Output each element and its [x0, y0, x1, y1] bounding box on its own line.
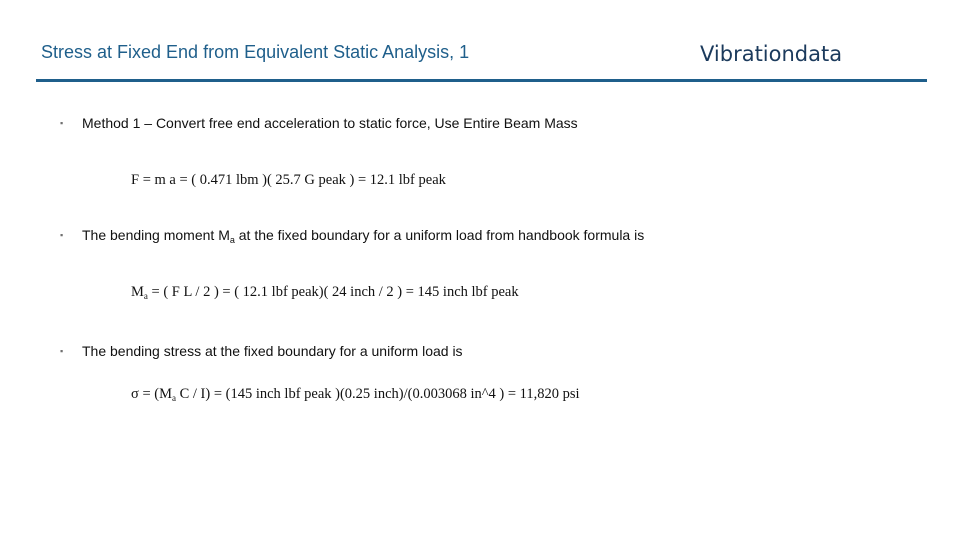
subscript-a: a [171, 393, 176, 403]
bullet-marker: ▪ [60, 118, 64, 128]
subscript-a: a [143, 291, 148, 301]
equation-rest: C / I) = (145 inch lbf peak )(0.25 inch)/(0.003068 in^4 ) = 11,820 psi [175, 386, 580, 402]
equation-rest: = ( F L / 2 ) = ( 12.1 lbf peak)( 24 inch / 2 ) = 145 inch lbf peak [147, 284, 519, 300]
equation-moment [131, 284, 519, 301]
bullet-marker: ▪ [60, 230, 64, 240]
bullet-bending-stress: The bending stress at the fixed boundary for a uniform load is [82, 343, 463, 359]
title-divider [36, 79, 927, 82]
brand-logo-text: Vibrationdata [700, 42, 843, 66]
bullet-marker: ▪ [60, 346, 64, 356]
bullet-bending-moment [82, 227, 644, 245]
equation-force: F = m a = ( 0.471 lbm )( 25.7 G peak ) = 12.1 lbf peak [131, 172, 446, 188]
equation-stress [131, 386, 580, 403]
equation-prefix: M [131, 284, 144, 300]
equation-prefix: σ = (M [131, 386, 172, 402]
bullet-method-1: Method 1 – Convert free end acceleration to static force, Use Entire Beam Mass [82, 115, 578, 131]
subscript-a: a [229, 235, 235, 245]
bullet-text-part: at the fixed boundary for a uniform load from handbook formula is [234, 227, 645, 243]
slide-title: Stress at Fixed End from Equivalent Static Analysis, 1 [41, 42, 470, 62]
bullet-text-part: The bending moment M [82, 227, 230, 243]
